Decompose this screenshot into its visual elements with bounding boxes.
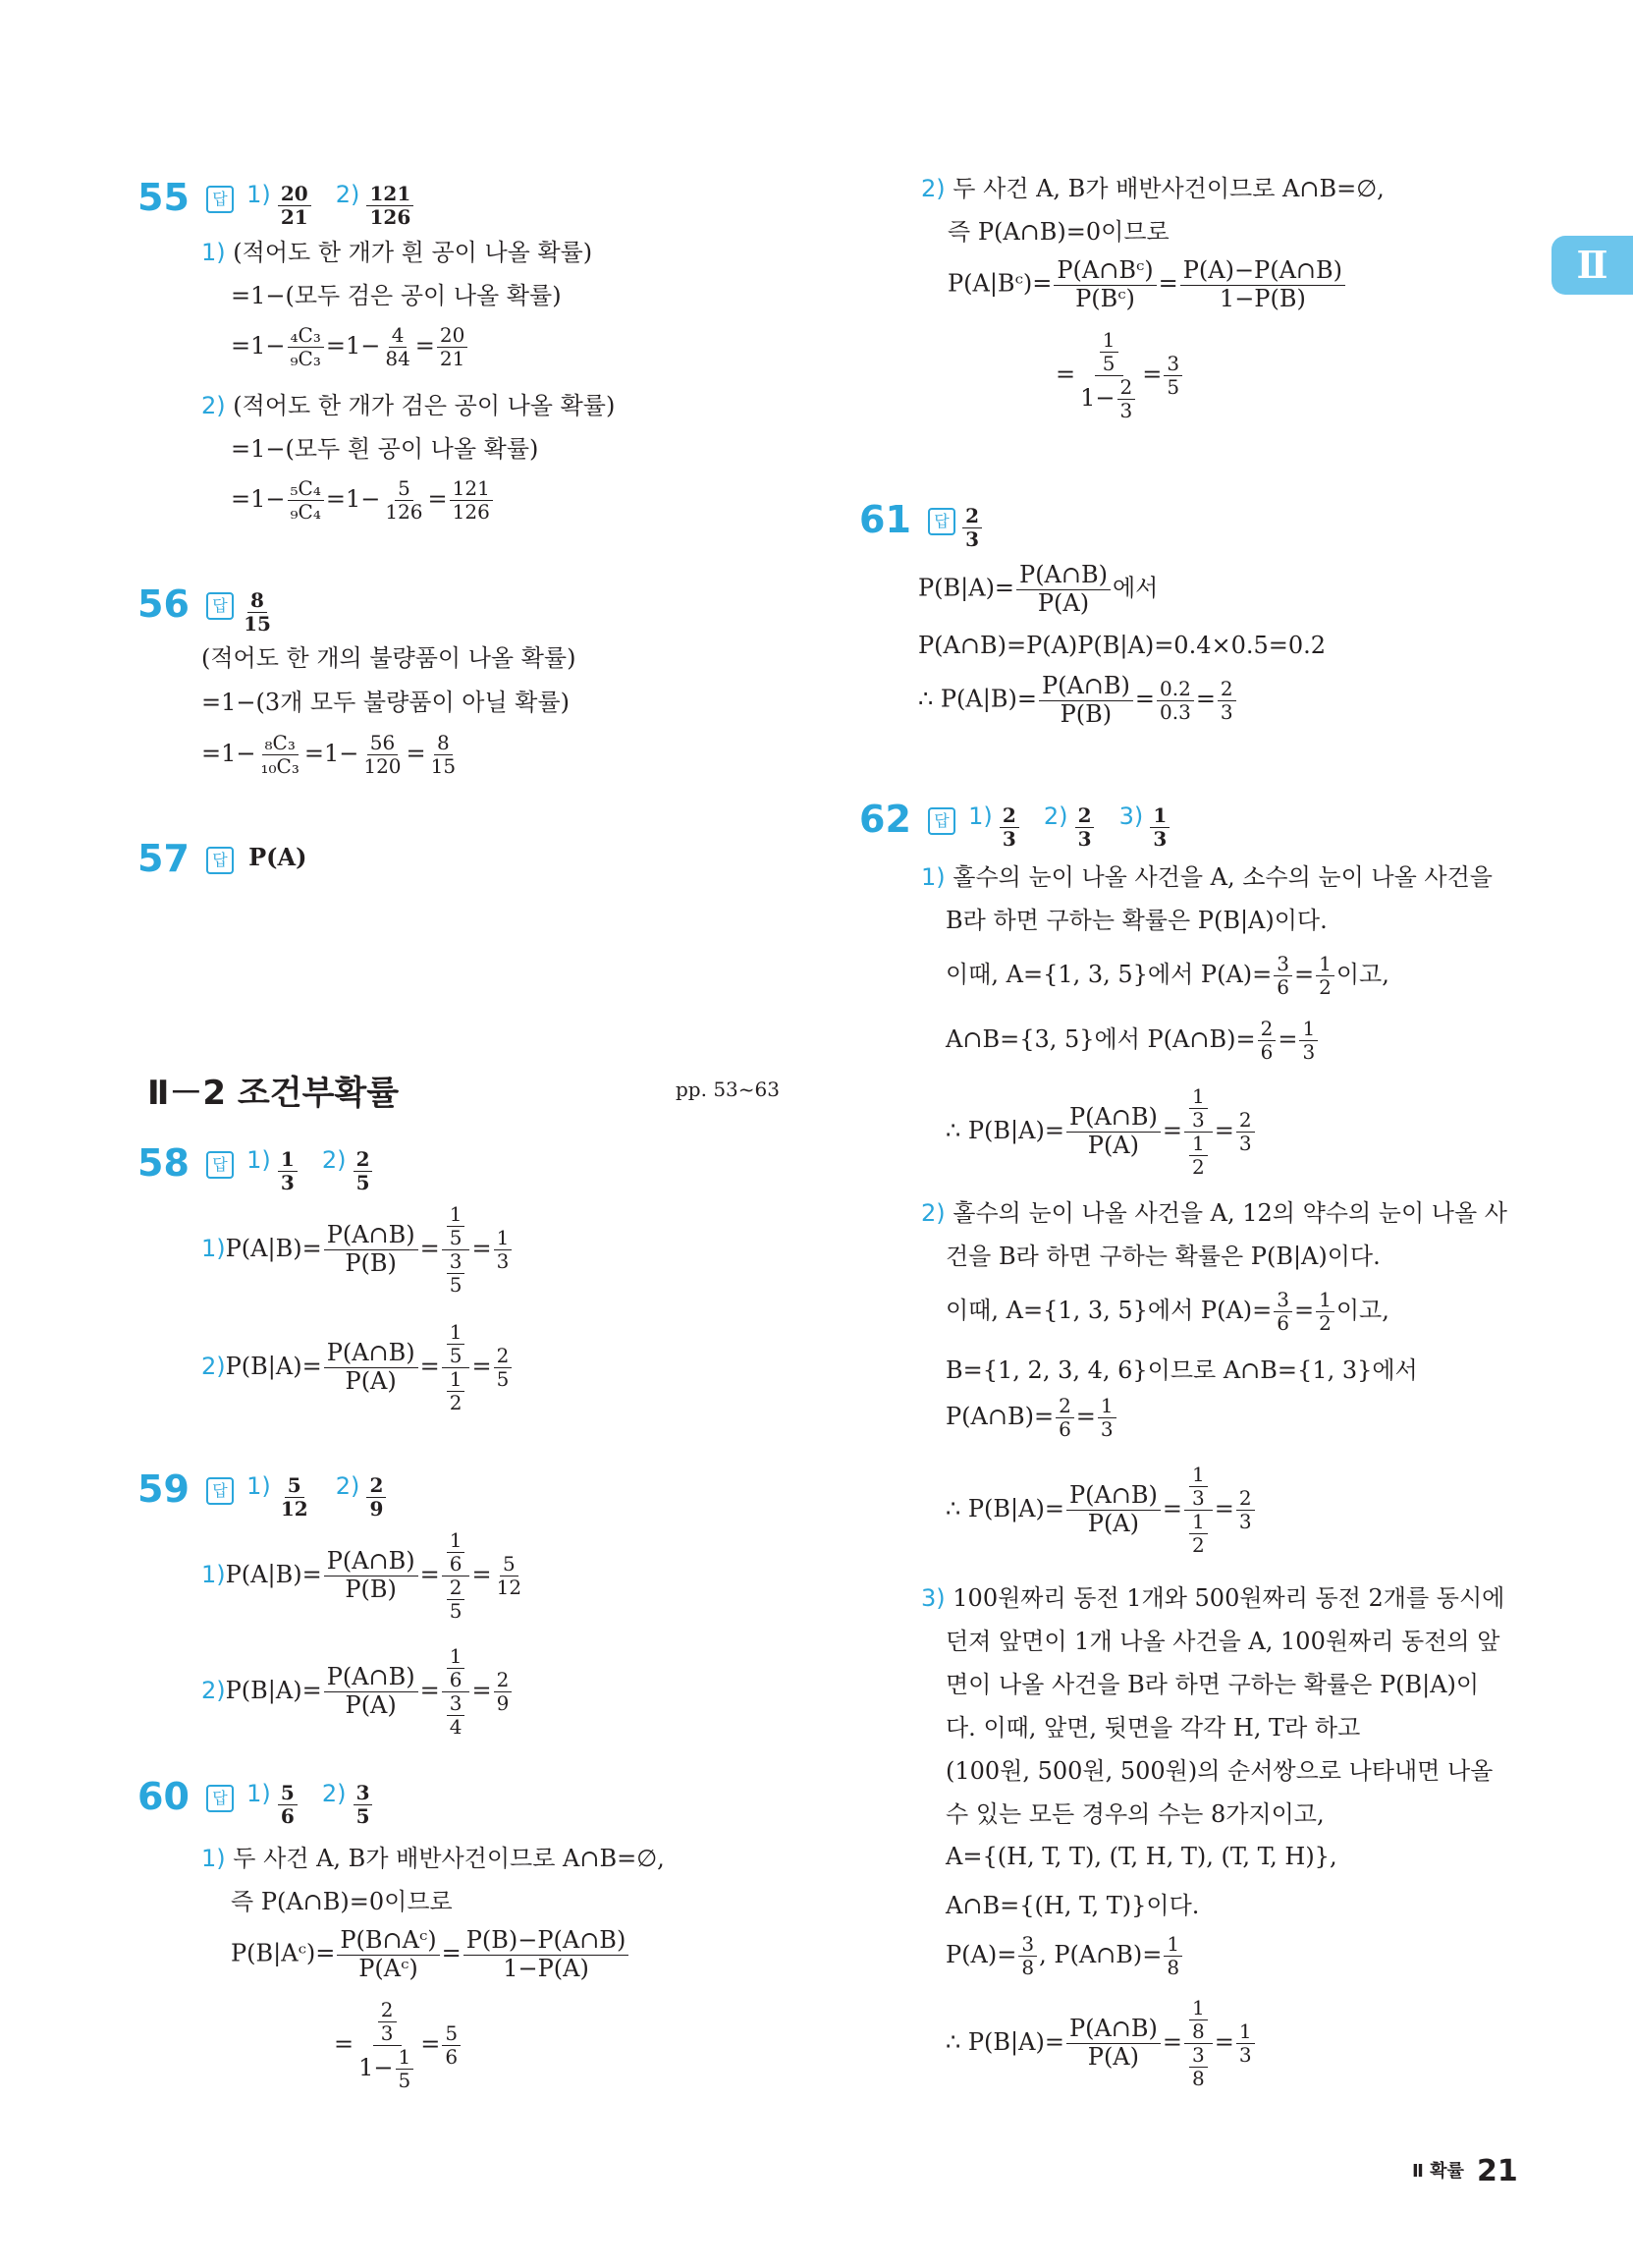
solution-line: 2) 두 사건 A, B가 배반사건이므로 A∩B=∅,	[921, 175, 1385, 202]
page-footer	[1412, 2154, 1518, 2188]
answer-fraction: $\frac{20}{21}$	[278, 183, 311, 229]
solution-formula: =1− $\frac{\text{₈C₃}}{\text{₁₀C₃}}$ =1− $\frac{56}{120}$ = $\frac{8}{15}$	[201, 731, 457, 778]
solution-formula: P(A|Bᶜ)= $\frac{\text{P(A∩Bᶜ)}}{\text{P(Bᶜ)}}$ = $\frac{P(A)-P(A\cap B)}{1-P(B)}$	[948, 257, 1347, 312]
solution-line: =1−(모두 검은 공이 나올 확률)	[231, 282, 562, 309]
answer-badge: 답	[206, 186, 234, 213]
answer-label-2: 2)	[335, 181, 360, 208]
solution-line: (100원, 500원, 500원)의 순서쌍으로 나타내면 나올	[946, 1757, 1494, 1785]
problem-61-header	[859, 498, 984, 551]
answer-fraction: $\frac{2}{5}$	[354, 1148, 373, 1194]
problem-60-header: 60 답 1) $\frac{5}{6}$ 2) $\frac{3}{5}$	[137, 1778, 374, 1828]
solution-line: 즉 P(A∩B)=0이므로	[948, 218, 1170, 246]
problem-number: 62	[859, 798, 911, 841]
problem-number: 61	[859, 498, 911, 541]
answer-badge: 답	[928, 807, 955, 835]
answer-badge: 답	[928, 508, 955, 535]
answer-fraction: $\frac{2}{3}$	[962, 505, 982, 551]
answer-fraction: $\frac{5}{6}$	[278, 1782, 298, 1828]
answer-badge: 답	[206, 592, 234, 620]
problem-55-header	[137, 176, 415, 229]
solution-line: P(A∩B)=P(A)P(B|A)=0.4×0.5=0.2	[918, 632, 1327, 659]
answer-label-1: 1)	[246, 181, 271, 208]
solution-formula: ∴ P(A|B)= $\frac{P(A\cap B)}{P(B)}$ = $\frac{0.2}{0.3}$ = $\frac{2}{3}$	[918, 673, 1238, 728]
solution-formula: 1)P(A|B)= $\frac{P(A\cap B)}{P(B)}$ = $\frac{\frac{1}{6}}{\frac{2}{5}}$ = $\frac{5}{12}$	[201, 1528, 522, 1623]
solution-formula: 2)P(B|A)= $\frac{P(A\cap B)}{P(A)}$ = $\frac{\frac{1}{6}}{\frac{3}{4}}$ = $\frac{2}{9}$	[201, 1645, 514, 1739]
solution-formula: 이때, A={1, 3, 5}에서 P(A)= $\frac{3}{6}$ = $\frac{1}{2}$ 이고,	[946, 952, 1389, 999]
problem-number: 60	[137, 1775, 190, 1818]
solution-formula: P(A)= $\frac{3}{8}$ , P(A∩B)= $\frac{1}{8}$	[946, 1933, 1184, 1979]
answer-fraction: $\frac{1}{3}$	[1150, 804, 1170, 851]
solution-formula: P(B|A)= $\frac{P(A\cap B)}{P(A)}$ 에서	[918, 561, 1159, 617]
problem-number: 58	[137, 1141, 190, 1185]
solution-line: B={1, 2, 3, 4, 6}이므로 A∩B={1, 3}에서	[946, 1356, 1418, 1384]
answer-fraction: $\frac{3}{5}$	[354, 1782, 373, 1828]
section-title: Ⅱ－2 조건부확률	[147, 1074, 400, 1113]
solution-line: 즉 P(A∩B)=0이므로	[231, 1888, 453, 1915]
problem-number: 59	[137, 1467, 190, 1511]
solution-line: 던져 앞면이 1개 나올 사건을 A, 100원짜리 동전의 앞	[946, 1628, 1500, 1655]
footer-chapter: Ⅱ 확률	[1412, 2161, 1464, 2182]
answer-badge: 답	[206, 1477, 234, 1505]
answer-fraction: $\frac{121}{126}$	[366, 183, 413, 229]
solution-formula: P(B|Aᶜ)= $\frac{\text{P(B∩Aᶜ)}}{\text{P(Aᶜ)}}$ = $\frac{P(B)-P(A\cap B)}{1-P(A)}$	[231, 1927, 630, 1982]
solution-line: A={(H, T, T), (T, H, T), (T, T, H)},	[946, 1843, 1337, 1870]
solution-formula: ∴ P(B|A)= $\frac{P(A\cap B)}{P(A)}$ = $\frac{\frac{1}{3}}{\frac{1}{2}}$ = $\frac{2}{3}$	[946, 1085, 1257, 1179]
solution-formula: 1)P(A|B)= $\frac{P(A\cap B)}{P(B)}$ = $\frac{\frac{1}{5}}{\frac{3}{5}}$ = $\frac{1}{3}$	[201, 1203, 514, 1297]
answer-text: P(A)	[248, 843, 307, 871]
solution-line: =1−(3개 모두 불량품이 아닐 확률)	[201, 689, 571, 716]
solution-line: 1) 홀수의 눈이 나올 사건을 A, 소수의 눈이 나올 사건을	[921, 863, 1493, 891]
solution-line: 1) 두 사건 A, B가 배반사건이므로 A∩B=∅,	[201, 1845, 665, 1872]
problem-56-header	[137, 582, 276, 636]
problem-62-header: 62 답 1) $\frac{2}{3}$ 2) $\frac{2}{3}$ 3) $\frac{1}{3}$	[859, 801, 1171, 851]
solution-formula: ∴ P(B|A)= $\frac{P(A\cap B)}{P(A)}$ = $\frac{\frac{1}{3}}{\frac{1}{2}}$ = $\frac{2}{3}$	[946, 1464, 1257, 1557]
solution-formula: = $\frac{2}{3}$ 1− $\frac{1}{5}$ = $\frac{5}{6}$	[334, 1999, 463, 2092]
solution-line: B라 하면 구하는 확률은 P(B|A)이다.	[946, 907, 1328, 934]
solution-line: 면이 나올 사건을 B라 하면 구하는 확률은 P(B|A)이	[946, 1671, 1480, 1698]
problem-number: 56	[137, 582, 190, 626]
solution-line: 다. 이때, 앞면, 뒷면을 각각 H, T라 하고	[946, 1714, 1361, 1742]
solution-line: 2) 홀수의 눈이 나올 사건을 A, 12의 약수의 눈이 나올 사	[921, 1199, 1507, 1227]
solution-line: 2) (적어도 한 개가 검은 공이 나올 확률)	[201, 392, 616, 419]
problem-number: 55	[137, 176, 190, 219]
section-pages: pp. 53~63	[676, 1078, 780, 1101]
solution-formula: = $\frac{1}{5}$ 1− $\frac{2}{3}$ = $\frac{3}{5}$	[1056, 329, 1184, 422]
chapter-side-tab: Ⅱ	[1551, 236, 1633, 295]
solution-line: 1) (적어도 한 개가 흰 공이 나올 확률)	[201, 239, 593, 266]
solution-line: =1−(모두 흰 공이 나올 확률)	[231, 435, 539, 463]
page-number: 21	[1477, 2154, 1518, 2188]
problem-57-header	[137, 837, 307, 880]
answer-fraction: $\frac{2}{3}$	[1000, 804, 1019, 851]
answer-fraction: $\frac{2}{9}$	[366, 1474, 386, 1521]
solution-formula: A∩B={3, 5}에서 P(A∩B)= $\frac{2}{6}$ = $\frac{1}{3}$	[946, 1018, 1320, 1064]
solution-line: 3) 100원짜리 동전 1개와 500원짜리 동전 2개를 동시에	[921, 1584, 1505, 1612]
solution-formula: ∴ P(B|A)= $\frac{P(A\cap B)}{P(A)}$ = $\frac{\frac{1}{8}}{\frac{3}{8}}$ = $\frac{1}{3}$	[946, 1997, 1257, 2090]
answer-badge: 답	[206, 1151, 234, 1179]
problem-59-header: 59 답 1) $\frac{5}{12}$ 2) $\frac{2}{9}$	[137, 1470, 388, 1521]
solution-line: (적어도 한 개의 불량품이 나올 확률)	[201, 644, 576, 672]
answer-badge: 답	[206, 847, 234, 874]
solution-line: A∩B={(H, T, T)}이다.	[946, 1892, 1200, 1919]
answer-badge: 답	[206, 1785, 234, 1812]
answer-fraction: $\frac{2}{3}$	[1075, 804, 1095, 851]
solution-formula: 2)P(B|A)= $\frac{P(A\cap B)}{P(A)}$ = $\frac{\frac{1}{5}}{\frac{1}{2}}$ = $\frac{2}{5}$	[201, 1321, 514, 1414]
solution-line: 건을 B라 하면 구하는 확률은 P(B|A)이다.	[946, 1243, 1381, 1270]
problem-number: 57	[137, 837, 190, 880]
solution-formula: 이때, A={1, 3, 5}에서 P(A)= $\frac{3}{6}$ = $\frac{1}{2}$ 이고,	[946, 1288, 1389, 1335]
answer-fraction: $\frac{8}{15}$	[244, 588, 271, 636]
solution-line: 수 있는 모든 경우의 수는 8가지이고,	[946, 1800, 1325, 1828]
solution-formula: =1− $\frac{\text{₅C₄}}{\text{₉C₄}}$ =1− $\frac{5}{126}$ = $\frac{121}{126}$	[231, 477, 495, 524]
solution-formula: =1− $\frac{\text{₄C₃}}{\text{₉C₃}}$ =1− $\frac{4}{84}$ = $\frac{20}{21}$	[231, 324, 469, 370]
problem-58-header: 58 답 1) $\frac{1}{3}$ 2) $\frac{2}{5}$	[137, 1144, 374, 1194]
answer-fraction: $\frac{5}{12}$	[280, 1473, 308, 1521]
answer-fraction: $\frac{1}{3}$	[278, 1148, 298, 1194]
solution-formula: P(A∩B)= $\frac{2}{6}$ = $\frac{1}{3}$	[946, 1395, 1118, 1441]
